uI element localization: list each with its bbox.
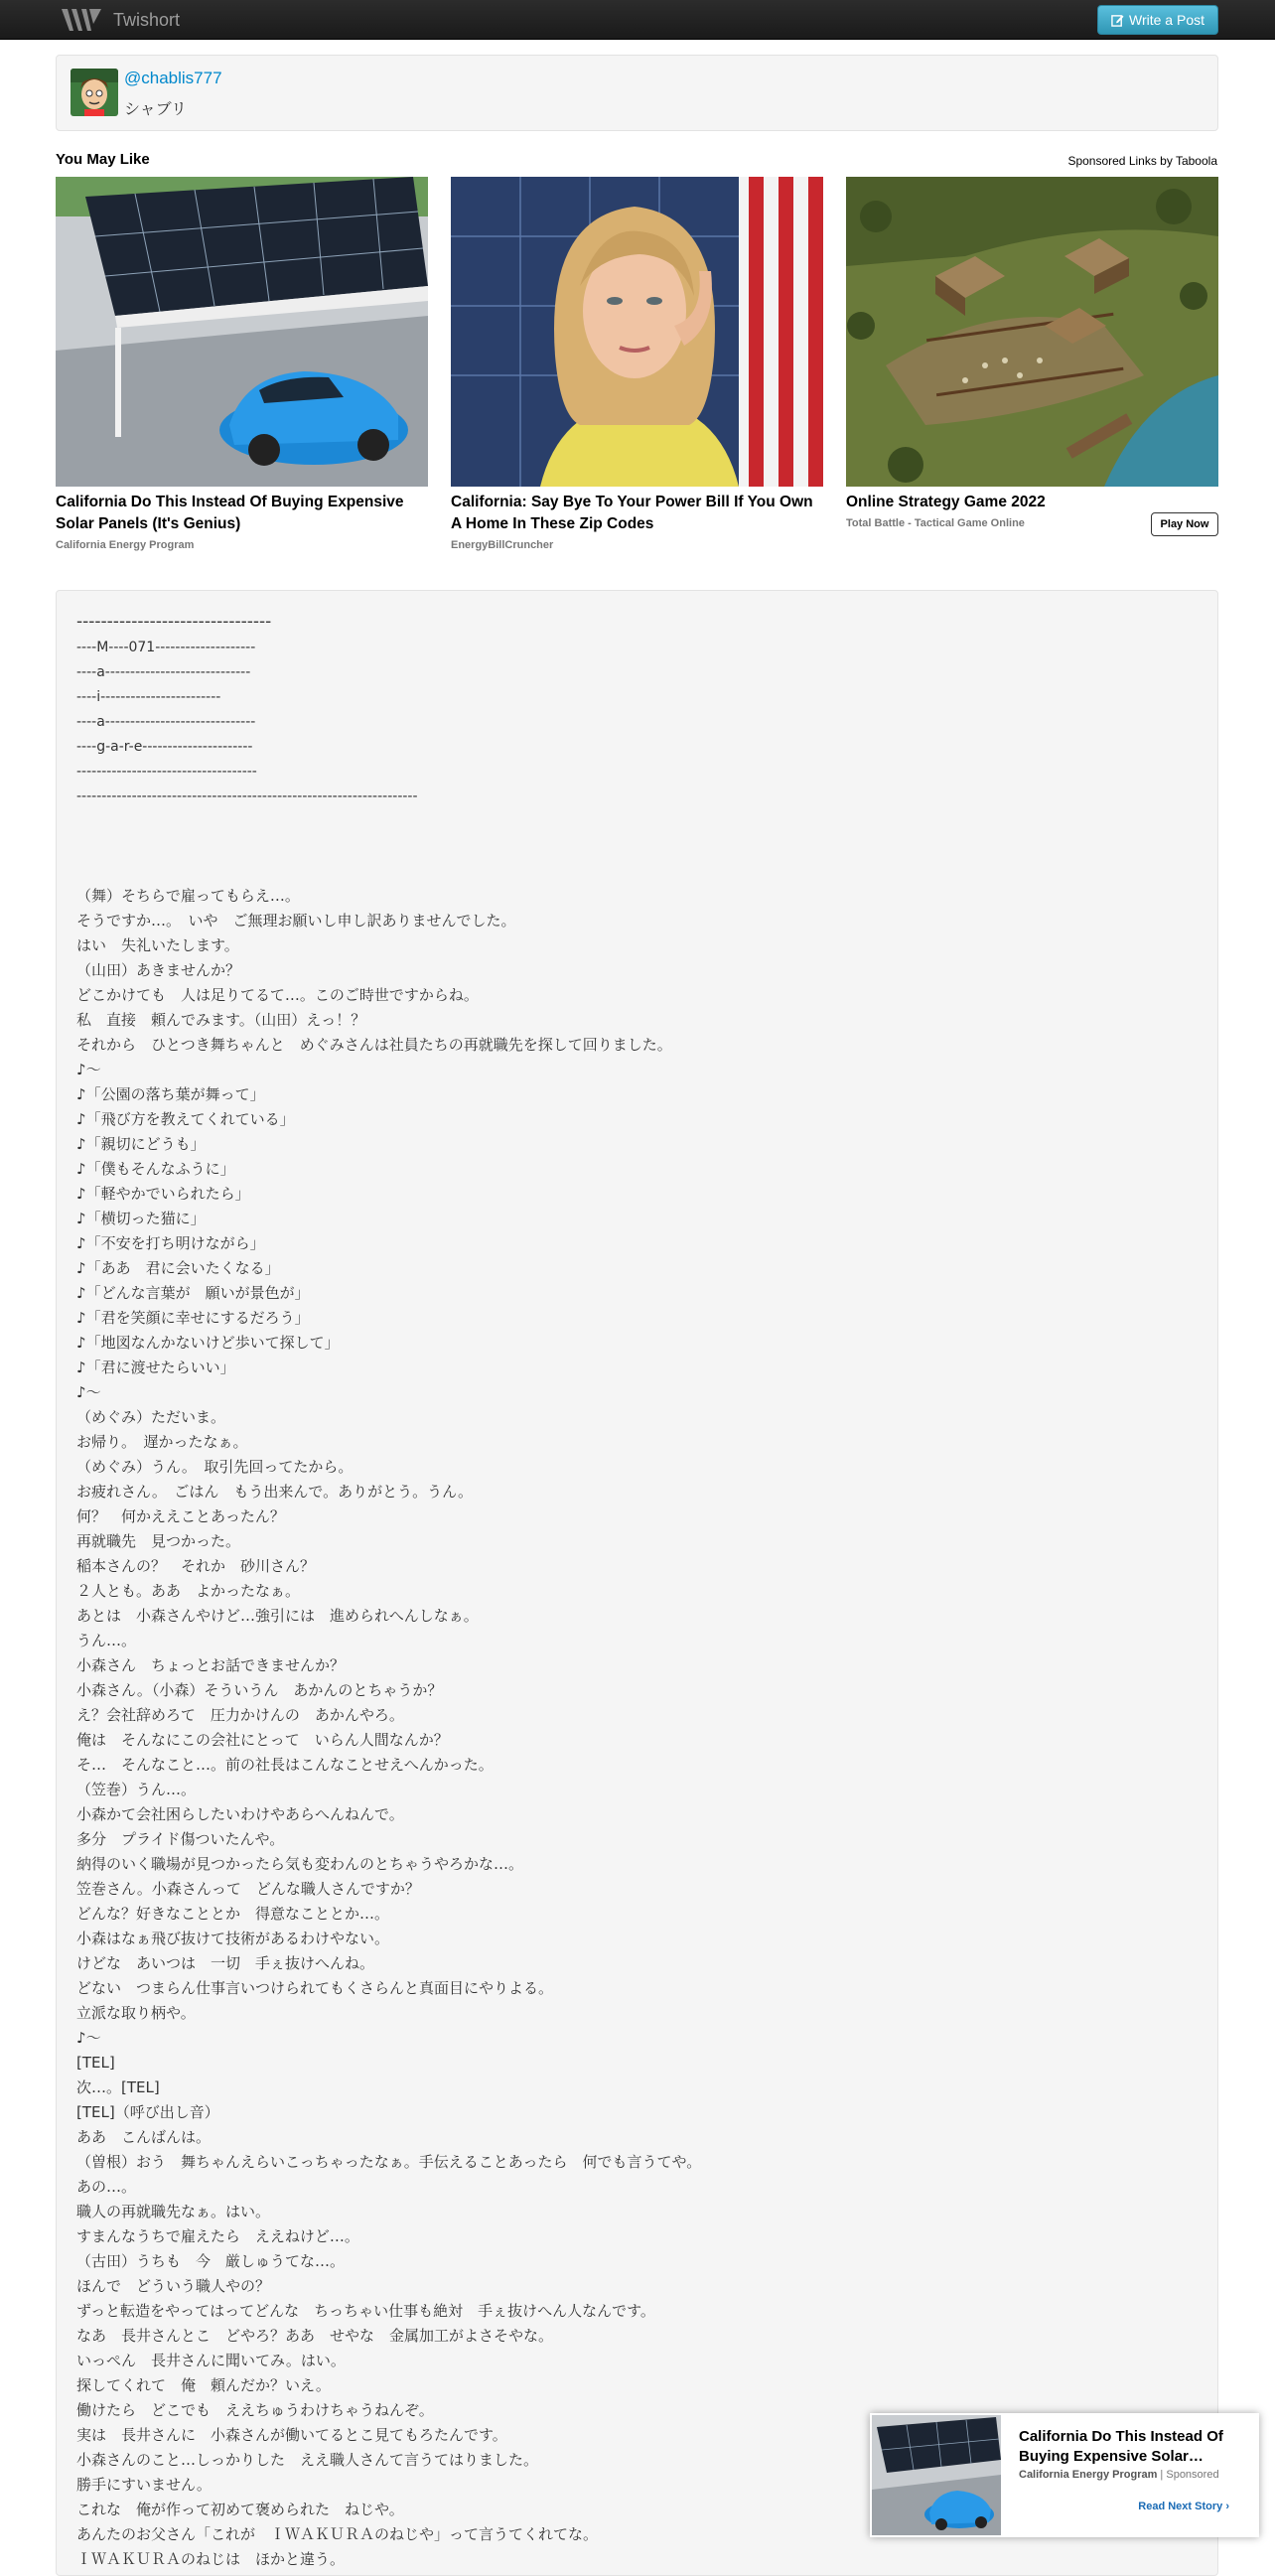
edit-icon xyxy=(1111,14,1124,27)
post-line: はい 失礼いたします。 xyxy=(76,936,239,954)
post-line: すまんなうちで雇えたら ええねけど…。 xyxy=(76,2227,359,2245)
post-line: え？会社辞めろて 圧力かけんの あかんやろ。 xyxy=(76,1706,404,1724)
recommendation-card-3[interactable] xyxy=(846,177,1218,529)
write-post-button[interactable] xyxy=(1097,5,1218,35)
post-line xyxy=(76,859,1198,884)
chevron-right-icon: › xyxy=(1225,2501,1229,2512)
post-line: あとは 小森さんやけど…強引には 進められへんしなぁ。 xyxy=(76,1607,479,1625)
card-title[interactable]: California: Say Bye To Your Power Bill If You Own A Home In These Zip Codes xyxy=(451,494,813,532)
post-line: どんな？好きなこととか 得意なこととか…。 xyxy=(76,1905,390,1923)
sponsored-links-label[interactable]: Sponsored Links by Taboola xyxy=(1067,154,1217,168)
read-next-story-label: Read Next Story xyxy=(1138,2501,1223,2512)
brand-name: Twishort xyxy=(113,9,181,30)
post-line: ♪～ xyxy=(76,1061,101,1078)
post-line: うん…。 xyxy=(76,1632,137,1649)
post-line: お疲れさん。 ごはん もう出来んで。ありがとう。うん。 xyxy=(76,1483,474,1501)
recommendation-card-2[interactable] xyxy=(451,177,823,551)
post-line: ------------------------------------ xyxy=(76,764,257,780)
post-line: どこかけても 人は足りてるて…。このご時世ですからね。 xyxy=(76,986,479,1004)
top-navbar xyxy=(0,0,1275,40)
post-line: 立派な取り柄や。 xyxy=(76,2004,196,2022)
floating-ad[interactable] xyxy=(870,2413,1259,2537)
post-line: 勝手にすいません。 xyxy=(76,2476,212,2494)
post-line: 再就職先 見つかった。 xyxy=(76,1532,241,1550)
post-line: 実は 長井さんに 小森さんが働いてるとこ見てもろたんです。 xyxy=(76,2426,507,2444)
post-line: 働けたら どこでも ええちゅうわけちゃうねんぞ。 xyxy=(76,2401,434,2419)
floating-ad-meta: California Energy Program | Sponsored xyxy=(1019,2469,1219,2481)
post-line: ♪「地図なんかないけど歩いて探して」 xyxy=(76,1334,340,1352)
post-line: ほんで どういう職人やの？ xyxy=(76,2277,271,2295)
post-line: （舞）そちらで雇ってもらえ…。 xyxy=(76,887,300,905)
post-line: ああ こんばんは。 xyxy=(76,2128,212,2146)
post-line: 小森かて会社困らしたいわけやあらへんねんで。 xyxy=(76,1805,404,1823)
post-line: 小森はなぁ飛び抜けて技術があるわけやない。 xyxy=(76,1930,390,1947)
post-line: [TEL] xyxy=(76,2054,115,2072)
post-line: 笠巻さん。小森さんって どんな職人さんですか？ xyxy=(76,1880,420,1898)
post-line: ♪「軽やかでいられたら」 xyxy=(76,1185,250,1203)
post-line: （古田）うちも 今 厳しゅうてな…。 xyxy=(76,2252,346,2270)
post-line: （笠巻）うん…。 xyxy=(76,1781,197,1798)
post-line: -------------------------------------------------------------------- xyxy=(76,788,418,804)
woman-solar-panel-image xyxy=(451,177,823,487)
post-line: 小森さんのこと…しっかりした ええ職人さんて言うてはりました。 xyxy=(76,2451,539,2469)
floating-ad-image xyxy=(872,2415,1001,2535)
post-line: （曽根）おう 舞ちゃんえらいこっちゃったなぁ。手伝えることあったら 何でも言うてや。 xyxy=(76,2153,702,2171)
post-line: （めぐみ）ただいま。 xyxy=(76,1408,226,1426)
post-line: 何？ 何かええことあったん？ xyxy=(76,1507,285,1525)
post-line: 多分 プライド傷ついたんや。 xyxy=(76,1830,285,1848)
recommendation-card-1[interactable] xyxy=(56,177,428,551)
card-title[interactable]: Online Strategy Game 2022 xyxy=(846,494,1046,510)
post-line: -------------------------------- xyxy=(76,612,272,632)
floating-ad-title[interactable]: California Do This Instead Of Buying Expensive Solar… xyxy=(1019,2428,1223,2465)
post-line: ＩＷＡＫＵＲＡのねじは ほかと違う。 xyxy=(76,2550,346,2568)
post-line: ♪「不安を打ち明けながら」 xyxy=(76,1234,265,1252)
post-line: そうですか…。 いや ご無理お願いし申し訳ありませんでした。 xyxy=(76,912,516,930)
post-line: あんたのお父さん「これが ＩＷＡＫＵＲＡのねじや」って言うてくれてな。 xyxy=(76,2525,599,2543)
post-line: ♪～ xyxy=(76,1383,101,1401)
post-line: 次…。[TEL] xyxy=(76,2078,160,2096)
post-line xyxy=(76,834,1198,859)
post-line: いっぺん 長井さんに聞いてみ。はい。 xyxy=(76,2352,346,2369)
play-now-button[interactable]: Play Now xyxy=(1151,512,1218,536)
post-line: ♪「どんな言葉が 願いが景色が」 xyxy=(76,1284,310,1302)
post-line: ♪「横切った猫に」 xyxy=(76,1210,206,1227)
post-line: ----a----------------------------- xyxy=(76,664,251,680)
avatar[interactable] xyxy=(71,69,118,116)
post-line: けどな あいつは 一切 手ぇ抜けへんね。 xyxy=(76,1954,375,1972)
post-text xyxy=(76,609,1198,2572)
post-line: ♪「君を笑顔に幸せにするだろう」 xyxy=(76,1309,310,1327)
post-line: どない つまらん仕事言いつけられてもくさらんと真面目にやりよる。 xyxy=(76,1979,554,1997)
strategy-game-village-image xyxy=(846,177,1218,487)
post-line: 小森さん。（小森）そういうん あかんのとちゃうか？ xyxy=(76,1681,443,1699)
post-line: そ… そんなこと…。前の社長はこんなことせえへんかった。 xyxy=(76,1756,494,1774)
avatar-image-icon xyxy=(71,69,118,116)
post-line: ずっと転造をやってはってどんな ちっちゃい仕事も絶対 手ぇ抜けへん人なんです。 xyxy=(76,2302,655,2320)
author-handle-link[interactable]: @chablis777 xyxy=(124,69,222,87)
floating-ad-source: California Energy Program xyxy=(1019,2469,1158,2481)
floating-ad-sponsored: Sponsored xyxy=(1166,2469,1219,2481)
post-line: ♪「飛び方を教えてくれている」 xyxy=(76,1110,295,1128)
twishort-logo-icon xyxy=(60,6,103,34)
post-line: ----g-a-r-e---------------------- xyxy=(76,739,253,755)
post-line: 稲本さんの？ それか 砂川さん？ xyxy=(76,1557,316,1575)
post-line: 俺は そんなにこの会社にとって いらん人間なんか？ xyxy=(76,1731,449,1749)
post-line: 小森さん ちょっとお話できませんか？ xyxy=(76,1656,346,1674)
author-display-name: シャブリ xyxy=(124,99,188,118)
post-line: 私 直接 頼んでみます。（山田）えっ！？ xyxy=(76,1011,366,1029)
card-source: California Energy Program xyxy=(56,539,195,551)
post-line: ♪～ xyxy=(76,2029,101,2047)
post-line: ♪「親切にどうも」 xyxy=(76,1135,206,1153)
post-line: これな 俺が作って初めて褒められた ねじや。 xyxy=(76,2501,404,2518)
post-line: ----a------------------------------ xyxy=(76,714,256,730)
recommendations-heading: You May Like xyxy=(56,151,150,168)
post-line xyxy=(76,809,1198,834)
post-line: [TEL]（呼び出し音） xyxy=(76,2103,219,2121)
post-line: なあ 長井さんとこ どやろ？ああ せやな 金属加工がよさそやな。 xyxy=(76,2327,554,2345)
post-line: （めぐみ）うん。 取引先回ってたから。 xyxy=(76,1458,354,1476)
post-line: 職人の再就職先なぁ。はい。 xyxy=(76,2203,271,2220)
post-line: ----M----071-------------------- xyxy=(76,640,256,655)
post-line: ♪「僕もそんなふうに」 xyxy=(76,1160,235,1178)
post-line: ----i------------------------ xyxy=(76,689,221,705)
post-line: ♪「ああ 君に会いたくなる」 xyxy=(76,1259,280,1277)
post-line: 納得のいく職場が見つかったら気も変わんのとちゃうやろかな…。 xyxy=(76,1855,524,1873)
card-source: EnergyBillCruncher xyxy=(451,539,554,551)
card-title[interactable]: California Do This Instead Of Buying Expensive Solar Panels (It's Genius) xyxy=(56,494,404,532)
brand[interactable] xyxy=(60,4,180,36)
card-source: Total Battle - Tactical Game Online xyxy=(846,517,1025,529)
post-line: 探してくれて 俺 頼んだか？いえ。 xyxy=(76,2376,331,2394)
author-panel xyxy=(56,55,1218,131)
solar-carport-image xyxy=(56,177,428,487)
post-line: （山田）あきませんか？ xyxy=(76,961,241,979)
post-line: ♪「君に渡せたらいい」 xyxy=(76,1359,235,1376)
post-line: お帰り。 遅かったなぁ。 xyxy=(76,1433,248,1451)
write-post-label: Write a Post xyxy=(1129,12,1204,28)
post-body xyxy=(56,590,1218,2576)
post-line: ♪「公園の落ち葉が舞って」 xyxy=(76,1085,265,1103)
read-next-story-link[interactable] xyxy=(1138,2501,1229,2512)
post-line: あの…。 xyxy=(76,2178,137,2196)
post-line: ２人とも。ああ よかったなぁ。 xyxy=(76,1582,301,1600)
post-line: それから ひとつき舞ちゃんと めぐみさんは社員たちの再就職先を探して回りました。 xyxy=(76,1036,672,1054)
